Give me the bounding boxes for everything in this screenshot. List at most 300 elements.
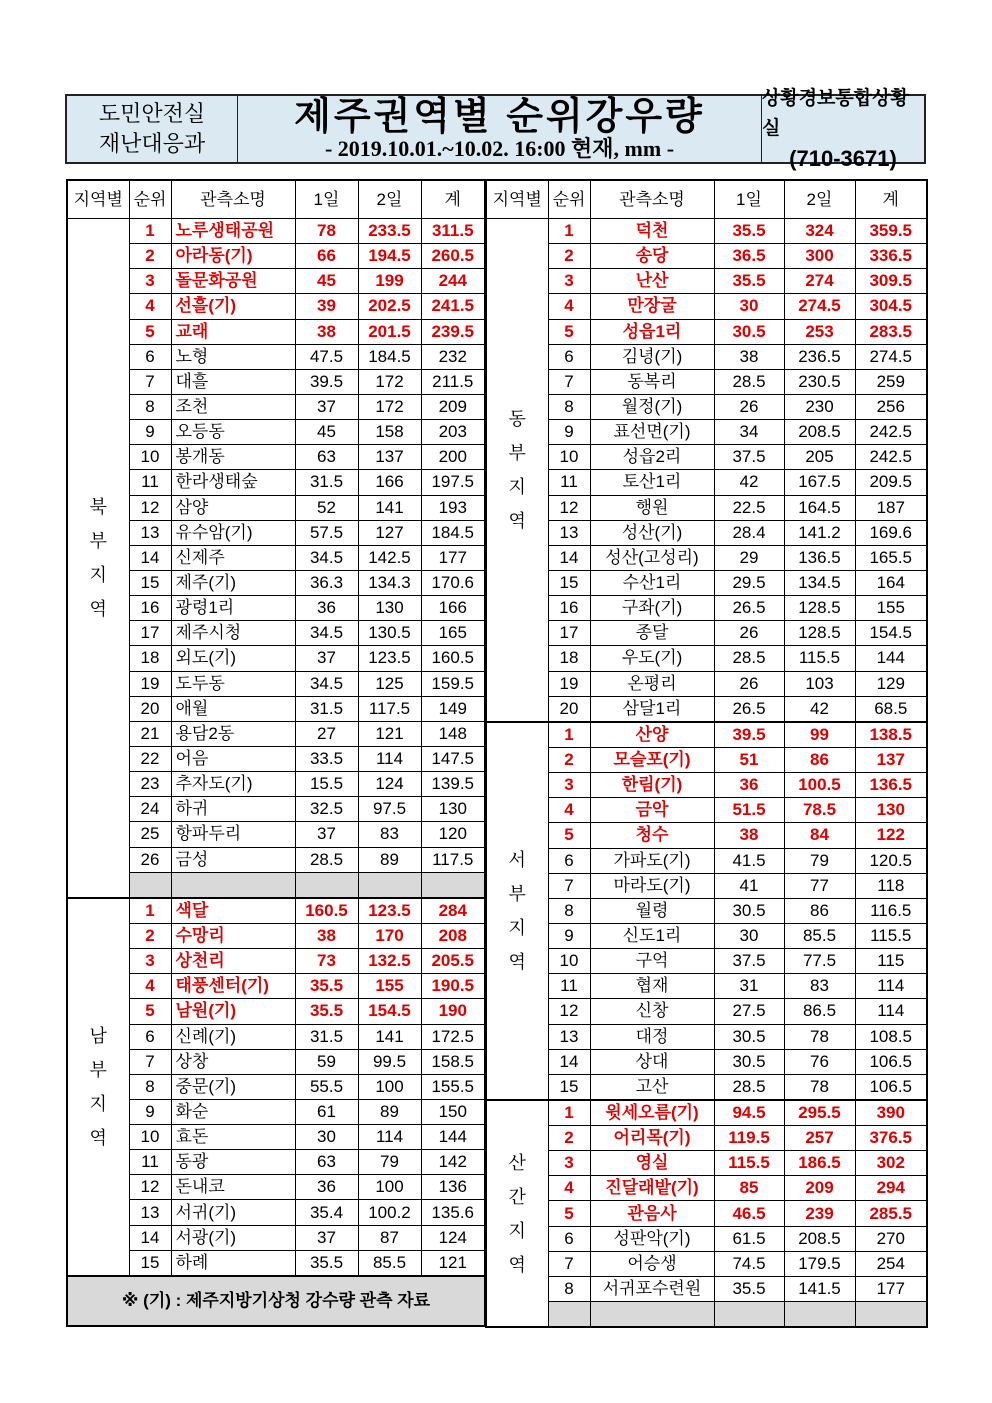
day1-cell: 57.5	[295, 520, 358, 545]
dept-phone: (710-3671)	[789, 146, 897, 171]
rank-cell: 8	[548, 1276, 590, 1301]
day2-cell: 141.2	[784, 520, 855, 545]
day1-cell: 37	[295, 646, 358, 671]
day1-cell: 66	[295, 244, 358, 269]
day1-cell: 31.5	[295, 696, 358, 721]
table-row	[67, 1150, 485, 1175]
day2-cell: 115.5	[784, 646, 855, 671]
table-row	[67, 721, 485, 746]
rank-cell: 8	[129, 1074, 171, 1099]
station-cell: 서귀포수련원	[590, 1276, 714, 1301]
rank-cell: 15	[129, 570, 171, 595]
day2-cell: 136.5	[784, 545, 855, 570]
total-cell: 149	[421, 696, 485, 721]
total-cell: 242.5	[855, 445, 927, 470]
day1-cell: 94.5	[714, 1100, 784, 1126]
total-cell: 144	[421, 1125, 485, 1150]
day1-cell: 36	[295, 1175, 358, 1200]
day1-cell: 28.5	[295, 847, 358, 872]
day1-cell: 30.5	[714, 1024, 784, 1049]
day1-cell: 51	[714, 747, 784, 772]
region-char: 간	[508, 1186, 526, 1207]
total-cell: 311.5	[421, 219, 485, 244]
table-row	[486, 898, 927, 923]
table-row	[67, 949, 485, 974]
day2-cell: 100.2	[358, 1200, 421, 1225]
total-cell: 209.5	[855, 470, 927, 495]
day2-cell: 134.5	[784, 570, 855, 595]
table-row	[486, 319, 927, 344]
day2-cell: 128.5	[784, 621, 855, 646]
day1-cell: 29	[714, 545, 784, 570]
station-cell: 돈내코	[171, 1175, 295, 1200]
day1-cell: 28.5	[714, 1074, 784, 1100]
total-cell: 136	[421, 1175, 485, 1200]
day2-cell: 78	[784, 1024, 855, 1049]
day1-cell: 27.5	[714, 999, 784, 1024]
day1-cell: 39.5	[714, 722, 784, 748]
title-box	[238, 96, 761, 162]
station-cell: 행원	[590, 495, 714, 520]
table-row	[67, 545, 485, 570]
table-row	[67, 974, 485, 999]
day1-cell: 47.5	[295, 344, 358, 369]
day2-cell: 85.5	[358, 1250, 421, 1276]
table-row	[67, 495, 485, 520]
total-cell: 158.5	[421, 1049, 485, 1074]
day1-cell: 26.5	[714, 696, 784, 722]
dept-box	[761, 88, 924, 171]
table-row	[486, 470, 927, 495]
rank-cell: 7	[548, 873, 590, 898]
day2-cell: 253	[784, 319, 855, 344]
station-cell: 모슬포(기)	[590, 747, 714, 772]
rank-cell: 3	[129, 269, 171, 294]
total-cell: 115	[855, 949, 927, 974]
day2-cell: 199	[358, 269, 421, 294]
rank-cell: 11	[548, 470, 590, 495]
total-cell: 106.5	[855, 1074, 927, 1100]
station-cell: 난산	[590, 269, 714, 294]
day1-cell: 27	[295, 721, 358, 746]
page-title: 제주권역별 순위강우량	[294, 96, 705, 138]
left-header-row	[67, 180, 485, 219]
station-cell: 서광(기)	[171, 1225, 295, 1250]
day2-cell: 201.5	[358, 319, 421, 344]
day1-cell: 59	[295, 1049, 358, 1074]
day2-cell: 79	[784, 848, 855, 873]
station-cell: 삼달1리	[590, 696, 714, 722]
rank-cell: 15	[548, 570, 590, 595]
total-cell: 254	[855, 1251, 927, 1276]
station-cell: 상천리	[171, 949, 295, 974]
col-station: 관측소명	[590, 180, 714, 219]
station-cell: 오등동	[171, 420, 295, 445]
total-cell: 190.5	[421, 974, 485, 999]
day2-cell: 209	[784, 1176, 855, 1201]
day2-cell: 170	[358, 923, 421, 948]
day1-cell: 61	[295, 1099, 358, 1124]
day1-cell: 37	[295, 394, 358, 419]
station-cell: 광령1리	[171, 596, 295, 621]
total-cell: 142	[421, 1150, 485, 1175]
day1-cell: 74.5	[714, 1251, 784, 1276]
total-cell: 155	[855, 596, 927, 621]
rank-cell: 1	[129, 898, 171, 924]
total-cell: 136.5	[855, 773, 927, 798]
day2-cell: 164.5	[784, 495, 855, 520]
station-cell: 윗세오름(기)	[590, 1100, 714, 1126]
day2-cell: 83	[358, 822, 421, 847]
table-row	[67, 470, 485, 495]
day1-cell: 78	[295, 219, 358, 244]
total-cell: 138.5	[855, 722, 927, 748]
day1-cell: 115.5	[714, 1151, 784, 1176]
day2-cell: 85.5	[784, 923, 855, 948]
rank-cell: 8	[129, 394, 171, 419]
rank-cell: 4	[129, 974, 171, 999]
day2-cell: 130	[358, 596, 421, 621]
table-row	[486, 244, 927, 269]
station-cell: 한라생태숲	[171, 470, 295, 495]
total-cell: 121	[421, 1250, 485, 1276]
day2-cell: 87	[358, 1225, 421, 1250]
region-char: 부	[508, 442, 526, 463]
region-char: 지	[508, 1220, 526, 1241]
station-cell: 표선면(기)	[590, 420, 714, 445]
total-cell: 114	[855, 974, 927, 999]
left-rainfall-table	[66, 179, 486, 1327]
table-row	[486, 949, 927, 974]
day2-cell: 208.5	[784, 1226, 855, 1251]
day2-cell: 155	[358, 974, 421, 999]
rank-cell: 2	[129, 923, 171, 948]
total-cell: 184.5	[421, 520, 485, 545]
day2-cell: 172	[358, 369, 421, 394]
col-region: 지역별	[67, 180, 129, 219]
station-cell: 금성	[171, 847, 295, 872]
day1-cell: 28.5	[714, 369, 784, 394]
rank-cell: 11	[129, 470, 171, 495]
col-total: 계	[855, 180, 927, 219]
blank-row	[67, 872, 485, 898]
region-label	[486, 1100, 548, 1327]
total-cell: 135.6	[421, 1200, 485, 1225]
day2-cell: 121	[358, 721, 421, 746]
rank-cell: 1	[129, 219, 171, 244]
day1-cell: 39	[295, 294, 358, 319]
day2-cell: 128.5	[784, 596, 855, 621]
region-label	[67, 898, 129, 1276]
station-cell: 대흘	[171, 369, 295, 394]
region-group	[67, 219, 485, 898]
day1-cell: 35.5	[295, 974, 358, 999]
rank-cell: 9	[548, 923, 590, 948]
table-row	[67, 269, 485, 294]
table-row	[486, 369, 927, 394]
day1-cell: 52	[295, 495, 358, 520]
total-cell: 170.6	[421, 570, 485, 595]
station-cell: 돌문화공원	[171, 269, 295, 294]
table-row	[67, 898, 485, 924]
day1-cell: 34.5	[295, 621, 358, 646]
rank-cell: 7	[129, 369, 171, 394]
blank-cell	[295, 872, 358, 898]
day1-cell: 37.5	[714, 445, 784, 470]
total-cell: 154.5	[855, 621, 927, 646]
station-cell: 어리목(기)	[590, 1126, 714, 1151]
day2-cell: 257	[784, 1126, 855, 1151]
total-cell: 130	[421, 797, 485, 822]
table-row	[67, 219, 485, 244]
rank-cell: 10	[129, 1125, 171, 1150]
day1-cell: 73	[295, 949, 358, 974]
region-char: 역	[508, 510, 526, 531]
total-cell: 259	[855, 369, 927, 394]
station-cell: 하례	[171, 1250, 295, 1276]
region-group	[486, 1100, 927, 1327]
station-cell: 어승생	[590, 1251, 714, 1276]
notes-cell: ※ (기) : 제주지방기상청 강수량 관측 자료	[67, 1276, 485, 1326]
table-row	[486, 420, 927, 445]
rank-cell: 16	[548, 596, 590, 621]
day2-cell: 77.5	[784, 949, 855, 974]
table-row	[67, 621, 485, 646]
total-cell: 193	[421, 495, 485, 520]
rank-cell: 6	[548, 344, 590, 369]
total-cell: 376.5	[855, 1126, 927, 1151]
table-row	[486, 1226, 927, 1251]
day2-cell: 78.5	[784, 798, 855, 823]
table-row	[486, 269, 927, 294]
rank-cell: 1	[548, 219, 590, 244]
station-cell: 어음	[171, 746, 295, 771]
rank-cell: 14	[129, 545, 171, 570]
total-cell: 139.5	[421, 772, 485, 797]
station-cell: 종달	[590, 621, 714, 646]
station-cell: 태풍센터(기)	[171, 974, 295, 999]
table-row	[67, 671, 485, 696]
col-total: 계	[421, 180, 485, 219]
blank-cell	[855, 1302, 927, 1328]
total-cell: 241.5	[421, 294, 485, 319]
day1-cell: 36	[714, 773, 784, 798]
day2-cell: 230	[784, 394, 855, 419]
station-cell: 아라동(기)	[171, 244, 295, 269]
day1-cell: 63	[295, 445, 358, 470]
station-cell: 성읍2리	[590, 445, 714, 470]
total-cell: 172.5	[421, 1024, 485, 1049]
rank-cell: 6	[129, 344, 171, 369]
region-label	[486, 722, 548, 1100]
day2-cell: 77	[784, 873, 855, 898]
table-row	[67, 646, 485, 671]
day1-cell: 37.5	[714, 949, 784, 974]
table-row	[67, 999, 485, 1024]
rank-cell: 7	[129, 1049, 171, 1074]
station-cell: 용담2동	[171, 721, 295, 746]
table-row	[486, 570, 927, 595]
total-cell: 144	[855, 646, 927, 671]
region-char: 서	[508, 849, 526, 870]
day2-cell: 154.5	[358, 999, 421, 1024]
table-row	[486, 545, 927, 570]
total-cell: 122	[855, 823, 927, 848]
table-row	[486, 394, 927, 419]
station-cell: 화순	[171, 1099, 295, 1124]
region-char: 역	[508, 1254, 526, 1275]
day2-cell: 134.3	[358, 570, 421, 595]
table-row	[486, 1201, 927, 1226]
day1-cell: 46.5	[714, 1201, 784, 1226]
table-row	[486, 999, 927, 1024]
rank-cell: 9	[129, 1099, 171, 1124]
day2-cell: 114	[358, 1125, 421, 1150]
day1-cell: 37	[295, 1225, 358, 1250]
table-row	[67, 1250, 485, 1276]
region-group	[67, 898, 485, 1276]
rank-cell: 6	[548, 1226, 590, 1251]
station-cell: 선흘(기)	[171, 294, 295, 319]
station-cell: 효돈	[171, 1125, 295, 1150]
station-cell: 상대	[590, 1049, 714, 1074]
day1-cell: 31	[714, 974, 784, 999]
day1-cell: 36	[295, 596, 358, 621]
total-cell: 239.5	[421, 319, 485, 344]
blank-cell	[784, 1302, 855, 1328]
day1-cell: 30	[295, 1125, 358, 1150]
station-cell: 중문(기)	[171, 1074, 295, 1099]
day1-cell: 35.5	[714, 219, 784, 244]
total-cell: 283.5	[855, 319, 927, 344]
total-cell: 294	[855, 1176, 927, 1201]
station-cell: 삼양	[171, 495, 295, 520]
region-char: 역	[89, 598, 107, 619]
day1-cell: 34.5	[295, 545, 358, 570]
total-cell: 270	[855, 1226, 927, 1251]
region-char: 지	[508, 917, 526, 938]
region-char: 부	[89, 530, 107, 551]
table-row	[486, 671, 927, 696]
rank-cell: 20	[129, 696, 171, 721]
table-row	[67, 1225, 485, 1250]
table-row	[486, 294, 927, 319]
day2-cell: 86	[784, 898, 855, 923]
day2-cell: 125	[358, 671, 421, 696]
station-cell: 서귀(기)	[171, 1200, 295, 1225]
rank-cell: 6	[548, 848, 590, 873]
org-line-1: 도민안전실	[98, 101, 206, 126]
rank-cell: 5	[129, 999, 171, 1024]
rank-cell: 18	[129, 646, 171, 671]
station-cell: 진달래밭(기)	[590, 1176, 714, 1201]
col-day2: 2일	[358, 180, 421, 219]
station-cell: 동광	[171, 1150, 295, 1175]
station-cell: 덕천	[590, 219, 714, 244]
table-row	[486, 1276, 927, 1301]
region-char: 지	[89, 564, 107, 585]
table-row	[486, 344, 927, 369]
day1-cell: 51.5	[714, 798, 784, 823]
total-cell: 359.5	[855, 219, 927, 244]
table-row	[67, 696, 485, 721]
region-label	[67, 219, 129, 898]
day1-cell: 85	[714, 1176, 784, 1201]
station-cell: 노형	[171, 344, 295, 369]
rank-cell: 14	[548, 1049, 590, 1074]
total-cell: 120	[421, 822, 485, 847]
total-cell: 124	[421, 1225, 485, 1250]
table-row	[67, 1024, 485, 1049]
station-cell: 산양	[590, 722, 714, 748]
station-cell: 한림(기)	[590, 773, 714, 798]
station-cell: 도두동	[171, 671, 295, 696]
total-cell: 160.5	[421, 646, 485, 671]
total-cell: 302	[855, 1151, 927, 1176]
day1-cell: 26	[714, 621, 784, 646]
total-cell: 150	[421, 1099, 485, 1124]
station-cell: 성산(고성리)	[590, 545, 714, 570]
region-char: 북	[89, 496, 107, 517]
day1-cell: 37	[295, 822, 358, 847]
col-day1: 1일	[714, 180, 784, 219]
day1-cell: 160.5	[295, 898, 358, 924]
day2-cell: 184.5	[358, 344, 421, 369]
station-cell: 마라도(기)	[590, 873, 714, 898]
region-char: 동	[508, 408, 526, 429]
table-row	[486, 621, 927, 646]
total-cell: 260.5	[421, 244, 485, 269]
table-row	[67, 1099, 485, 1124]
day2-cell: 86	[784, 747, 855, 772]
rank-cell: 14	[548, 545, 590, 570]
total-cell: 190	[421, 999, 485, 1024]
day1-cell: 30.5	[714, 1049, 784, 1074]
total-cell: 208	[421, 923, 485, 948]
table-row	[486, 1176, 927, 1201]
day2-cell: 167.5	[784, 470, 855, 495]
table-row	[67, 344, 485, 369]
day1-cell: 22.5	[714, 495, 784, 520]
day2-cell: 186.5	[784, 1151, 855, 1176]
day2-cell: 114	[358, 746, 421, 771]
total-cell: 197.5	[421, 470, 485, 495]
day1-cell: 28.5	[714, 646, 784, 671]
rank-cell: 16	[129, 596, 171, 621]
station-cell: 신도1리	[590, 923, 714, 948]
day1-cell: 33.5	[295, 746, 358, 771]
day1-cell: 45	[295, 269, 358, 294]
rank-cell: 4	[129, 294, 171, 319]
day2-cell: 89	[358, 847, 421, 872]
station-cell: 상창	[171, 1049, 295, 1074]
day1-cell: 45	[295, 420, 358, 445]
day1-cell: 42	[714, 470, 784, 495]
report-header	[65, 88, 926, 171]
rank-cell: 1	[548, 722, 590, 748]
station-cell: 구좌(기)	[590, 596, 714, 621]
day1-cell: 36.3	[295, 570, 358, 595]
col-day2: 2일	[784, 180, 855, 219]
org-box	[67, 96, 238, 162]
notes-row	[67, 1276, 485, 1326]
station-cell: 가파도(기)	[590, 848, 714, 873]
day1-cell: 30	[714, 923, 784, 948]
station-cell: 대정	[590, 1024, 714, 1049]
station-cell: 신례(기)	[171, 1024, 295, 1049]
org-line-2: 재난대응과	[98, 131, 206, 156]
station-cell: 우도(기)	[590, 646, 714, 671]
